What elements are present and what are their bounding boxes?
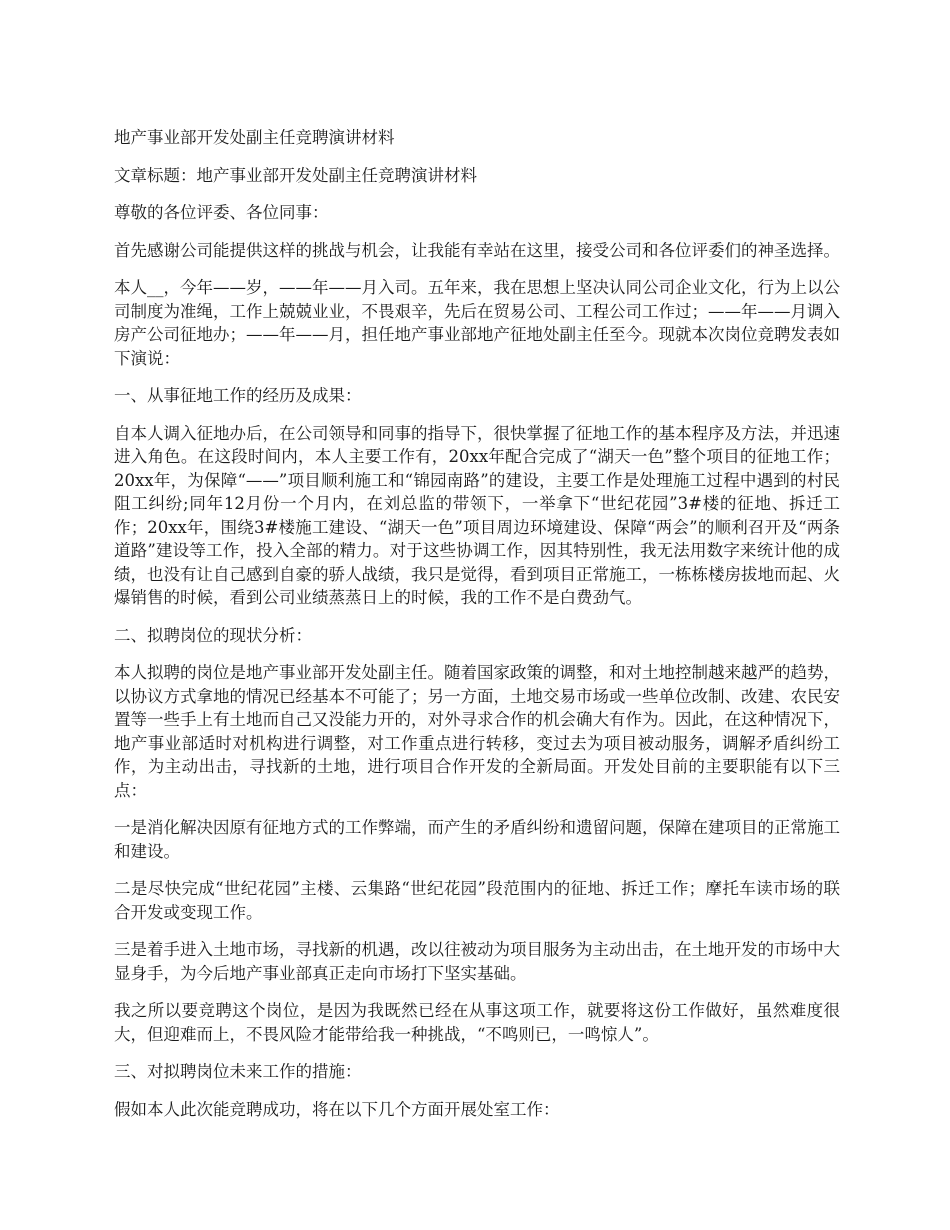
paragraph-analysis: 本人拟聘的岗位是地产事业部开发处副主任。随着国家政策的调整，和对土地控制越来越严的趋势，以协议方式拿地的情况已经基本不可能了；另一方面，土地交易市场或一些单位改制、改建、农民安置等一些手上有土地而自己又没能力开的，对外寻求合作的机会确大有作为。因此，在这种情况下，地产事业部适时对机构进行调整，对工作重点进行转移，变过去为项目被动服务，调解矛盾纠纷工作，为主动出击，寻找新的土地，进行项目合作开发的全新局面。开发处目前的主要职能有以下三点： [114,663,840,800]
paragraph-thanks: 首先感谢公司能提供这样的挑战与机会，让我能有幸站在这里，接受公司和各位评委们的神圣选择。 [114,240,840,260]
document-title: 地产事业部开发处副主任竞聘演讲材料 [114,128,395,147]
salutation: 尊敬的各位评委、各位同事： [114,203,329,222]
section-heading-experience: 一、从事征地工作的经历及成果： [114,386,362,405]
paragraph-duty-one: 一是消化解决因原有征地方式的工作弊端，而产生的矛盾纠纷和遗留问题，保障在建项目的正常施工和建设。 [114,818,840,861]
paragraph-duty-two: 二是尽快完成“世纪花园”主楼、云集路“世纪花园”段范围内的征地、拆迁工作；摩托车读市场的联合开发或变现工作。 [114,879,840,922]
paragraph-measures-intro: 假如本人此次能竞聘成功，将在以下几个方面开展处室工作： [114,1099,560,1119]
paragraph-experience: 自本人调入征地办后，在公司领导和同事的指导下，很快掌握了征地工作的基本程序及方法，并迅速进入角色。在这段时间内，本人主要工作有，20xx年配合完成了“湖天一色”整个项目的征地工作；20xx年，为保障“——”项目顺利施工和“锦园南路”的建设，主要工作是处理施工过程中遇到的村民阻工纠纷;同年12月份一个月内，在刘总监的带领下，一举拿下“世纪花园”3#楼的征地、拆迁工作；20xx年，围绕3#楼施工建设、“湖天一色”项目周边环境建设、保障“两会”的顺利召开及“两条道路”建设等工作，投入全部的精力。对于这些协调工作，因其特别性，我无法用数字来统计他的成绩，也没有让自己感到自豪的骄人战绩，我只是觉得，看到项目正常施工，一栋栋楼房拔地而起、火爆销售的时候，看到公司业绩蒸蒸日上的时候，我的工作不是白费劲气。 [114,423,840,607]
paragraph-introduction: 本人__，今年——岁，——年——月入司。五年来，我在思想上坚决认同公司企业文化，行为上以公司制度为准绳，工作上兢兢业业，不畏艰辛，先后在贸易公司、工程公司工作过；——年——月调入房产公司征地办；——年——月，担任地产事业部地产征地处副主任至今。现就本次岗位竞聘发表如下演说： [114,278,840,368]
article-heading: 文章标题：地产事业部开发处副主任竞聘演讲材料 [114,165,477,185]
paragraph-duty-three: 三是着手进入土地市场，寻找新的机遇，改以往被动为项目服务为主动出击，在土地开发的市场中大显身手，为今后地产事业部真正走向市场打下坚实基础。 [114,940,840,983]
section-heading-measures: 三、对拟聘岗位未来工作的措施： [114,1062,362,1081]
section-heading-analysis: 二、拟聘岗位的现状分析： [114,625,312,645]
paragraph-motivation: 我之所以要竞聘这个岗位，是因为我既然已经在从事这项工作，就要将这份工作做好，虽然难度很大，但迎难而上，不畏风险才能带给我一种挑战，“不鸣则已，一鸣惊人”。 [114,1001,840,1044]
